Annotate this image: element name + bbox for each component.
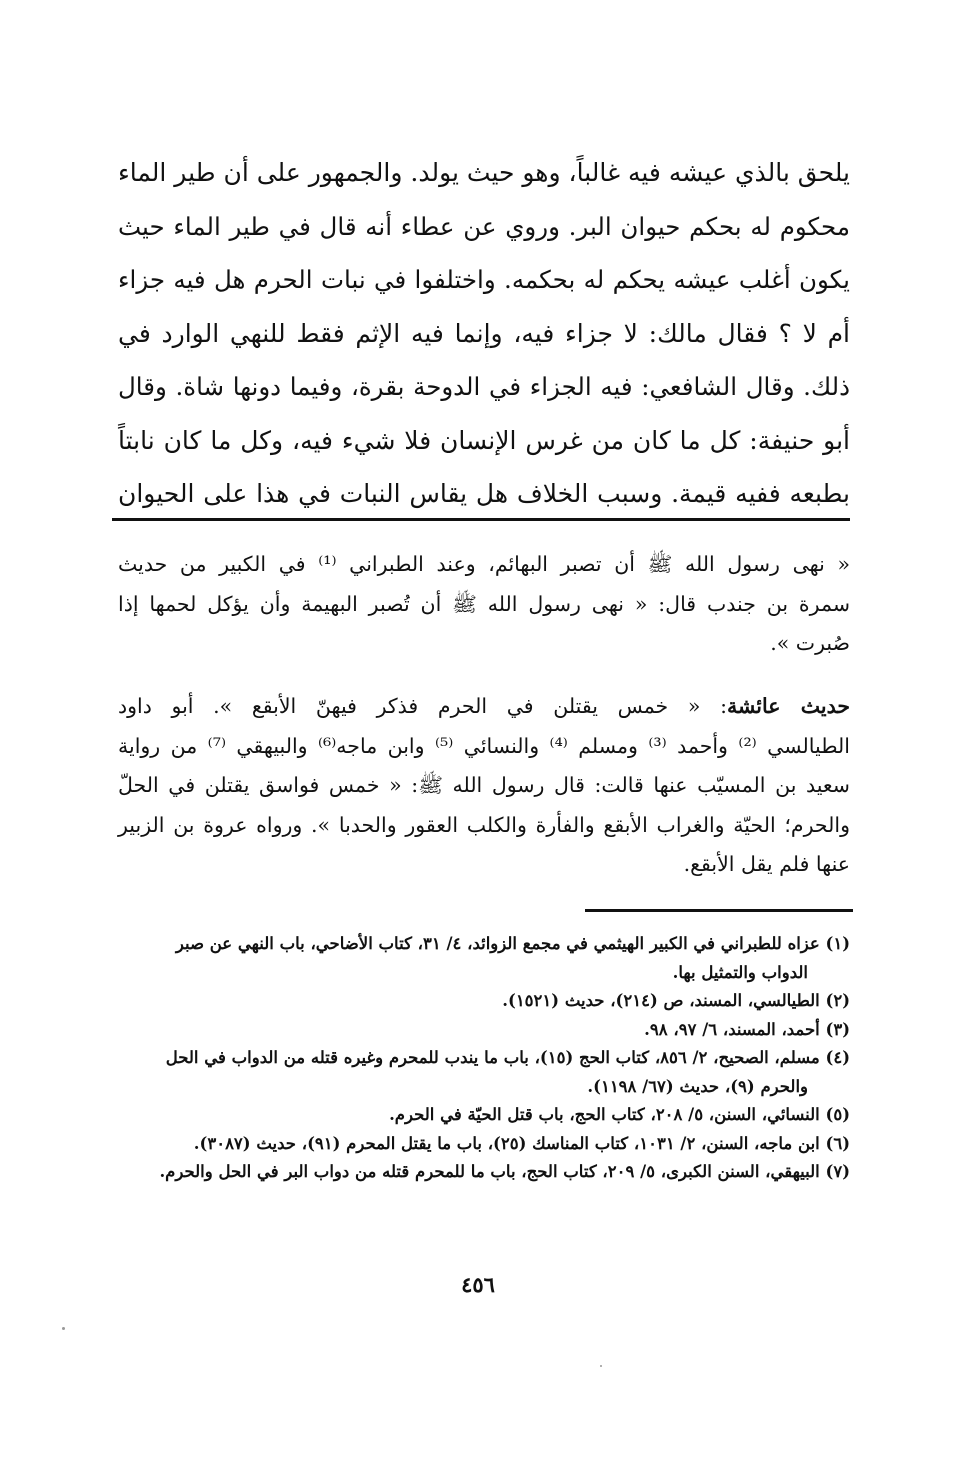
footnotes	[118, 930, 850, 1187]
commentary-line: سعيد بن المسيّب عنها قالت: قال رسول الله ﷺ: « خمس فواسق يقتلن في الحلّ	[118, 773, 850, 797]
commentary-line: سمرة بن جندب قال: « نهى رسول الله ﷺ أن تُصبر البهيمة وأن يؤكل لحمها إذا	[118, 591, 850, 616]
footnote-line: (٥) النسائي، السنن، ٥/ ٢٠٨، كتاب الحج، باب قتل الحيّة في الحرم.	[389, 1105, 850, 1124]
main-text-line: أم لا ؟ فقال مالك: لا جزاء فيه، وإنما فيه الإثم فقط للنهي الوارد في	[118, 318, 850, 348]
footnote-line: (٣) أحمد، المسند، ٦/ ٩٧، ٩٨.	[644, 1019, 850, 1039]
commentary-line	[118, 687, 850, 727]
page-number: ٤٥٦	[461, 1272, 495, 1297]
commentary-line: « نهى رسول الله ﷺ أن تصبر البهائم، وعند الطبراني ⁽¹⁾ في الكبير من حديث	[118, 552, 850, 576]
commentary-line-rest: : « خمس يقتلن في الحرم فذكر فيهنّ الأبقع ». أبو داود	[118, 694, 727, 718]
footnote-line: (٧) البيهقي، السنن الكبرى، ٥/ ٢٠٩، كتاب الحج، باب ما للمحرم قتله من دواب البر في الحل والحرم.	[159, 1162, 850, 1181]
main-text-line: محكوم له بحكم حيوان البر. وروي عن عطاء أنه قال في طير الماء حيث	[118, 211, 850, 241]
footnote-line: (٦) ابن ماجه، السنن، ٢/ ١٠٣١، كتاب المناسك (٢٥)، باب ما يقتل المحرم (٩١)، حديث (٣٠٨٧).	[193, 1133, 850, 1153]
scan-speck	[600, 1365, 602, 1367]
commentary-line: الطيالسي ⁽²⁾ وأحمد ⁽³⁾ ومسلم ⁽⁴⁾ والنسائي ⁽⁵⁾ وابن ماجه⁽⁶⁾ والبيهقي ⁽⁷⁾ من رواية	[118, 733, 850, 758]
footnote-line: (٢) الطيالسي، المسند، ص (٢١٤)، حديث (١٥٢١).	[502, 991, 850, 1010]
footnote-line: والحرم (٩)، حديث (٦٧/ ١١٩٨).	[587, 1076, 808, 1096]
main-text-line: يكون أغلب عيشه يحكم له بحكمه. واختلفوا في نبات الحرم هل فيه جزاء	[118, 265, 850, 294]
main-text-line: يلحق بالذي عيشه فيه غالباً، وهو حيث يولد. والجمهور على أن طير الماء	[117, 158, 850, 187]
commentary-line: صُبرت ».	[770, 631, 850, 655]
main-text-line: بطبعه ففيه قيمة. وسبب الخلاف هل يقاس النبات في هذا على الحيوان	[118, 479, 850, 508]
hadith-heading: حديث عائشة	[727, 694, 851, 718]
scan-speck	[62, 1327, 65, 1330]
footnote-line: (٤) مسلم، الصحيح، ٢/ ٨٥٦، كتاب الحج (١٥)، باب ما يندب للمحرم وغيره قتله من الدواب في الحل	[165, 1048, 850, 1067]
main-text-divider	[112, 518, 850, 521]
main-text-line: ذلك. وقال الشافعي: فيه الجزاء في الدوحة بقرة، وفيما دونها شاة. وقال	[118, 372, 850, 401]
commentary-line: عنها فلم يقل الأبقع.	[683, 852, 850, 876]
commentary-block-2	[118, 687, 850, 885]
footnote-line: (١) عزاه للطبراني في الكبير الهيثمي في مجمع الزوائد، ٤/ ٣١، كتاب الأضاحي، باب النهي عن صبر	[175, 934, 850, 953]
commentary-line: والحرم؛ الحيّة والغراب الأبقع والفأرة والكلب العقور والحدبا ». ورواه عروة بن الزبير	[118, 812, 850, 837]
main-body-text	[118, 146, 850, 521]
footnote-line: الدواب والتمثيل بها.	[672, 962, 808, 982]
commentary-block-1	[118, 545, 850, 664]
main-text-line: أبو حنيفة: كل ما كان من غرس الإنسان فلا شيء فيه، وكل ما كان نابتاً	[118, 425, 850, 455]
footnotes-divider	[585, 909, 853, 912]
